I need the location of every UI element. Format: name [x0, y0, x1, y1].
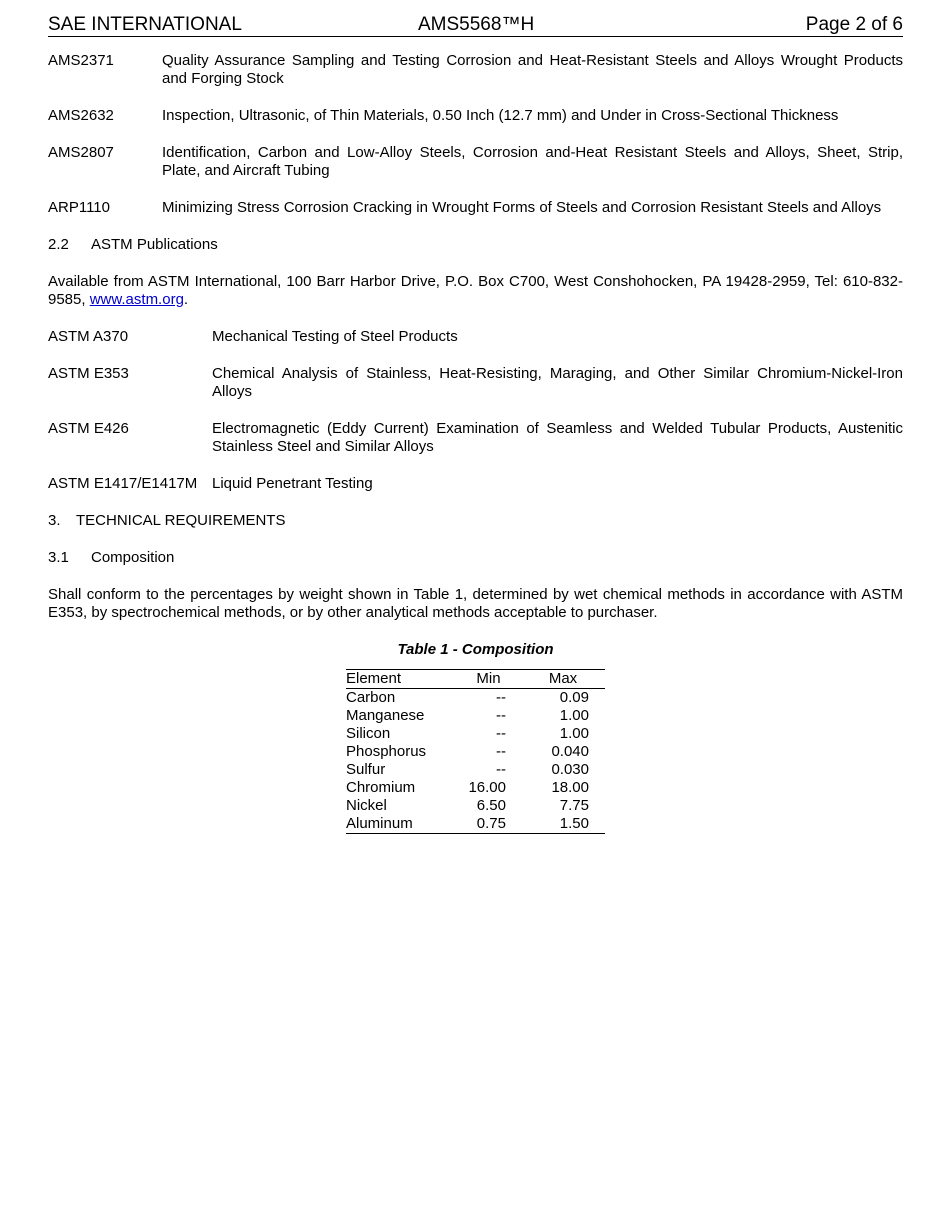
table-row: [346, 761, 605, 779]
cell-max: 1.00: [559, 707, 589, 724]
cell-max: 0.09: [559, 689, 589, 706]
cell-element: Nickel: [346, 797, 387, 814]
reference-title: Liquid Penetrant Testing: [212, 475, 373, 492]
cell-max: 18.00: [551, 779, 589, 796]
section-number: 3.: [48, 512, 61, 529]
section-number: 3.1: [48, 549, 69, 566]
document-page: [48, 14, 903, 834]
table-row: [346, 797, 605, 815]
reference-title: Quality Assurance Sampling and Testing Corrosion and Heat-Resistant Steels and Alloys Wrought Products and Forging Stock: [162, 52, 903, 87]
cell-min: 6.50: [476, 797, 506, 814]
reference-item: [48, 107, 903, 125]
section-number: 2.2: [48, 236, 69, 253]
reference-title: Chemical Analysis of Stainless, Heat-Resisting, Maraging, and Other Similar Chromium-Nickel-Iron Alloys: [212, 365, 903, 400]
reference-code: ASTM E353: [48, 365, 129, 382]
table-row: [346, 815, 605, 834]
reference-code: ASTM A370: [48, 328, 129, 345]
section-heading-3: [48, 512, 903, 530]
table-title: Table 1 - Composition: [397, 641, 554, 658]
astm-address-text: Available from ASTM International, 100 Barr Harbor Drive, P.O. Box C700, West Conshohocken, PA 19428-2959, Tel: 610-832-9585,: [48, 273, 903, 308]
reference-code: ASTM E1417/E1417M: [48, 475, 198, 492]
cell-max: 1.00: [559, 725, 589, 742]
reference-code: ARP1110: [48, 199, 110, 216]
cell-max: 0.040: [551, 743, 589, 760]
reference-item: [48, 365, 903, 401]
reference-code: AMS2371: [48, 52, 114, 69]
section-heading-3-1: [48, 549, 903, 567]
section-title: Composition: [91, 549, 175, 566]
cell-element: Silicon: [346, 725, 391, 742]
reference-code: AMS2632: [48, 107, 114, 124]
reference-item: [48, 144, 903, 180]
astm-website-link[interactable]: www.astm.org: [89, 291, 184, 308]
section-title: ASTM Publications: [91, 236, 218, 253]
reference-title: Inspection, Ultrasonic, of Thin Materials, 0.50 Inch (12.7 mm) and Under in Cross-Sectional Thickness: [162, 107, 839, 124]
cell-element: Manganese: [346, 707, 425, 724]
reference-code: ASTM E426: [48, 420, 129, 437]
table-row: [346, 707, 605, 725]
cell-min: --: [496, 743, 506, 760]
section-heading-2-2: [48, 236, 903, 254]
cell-min: --: [496, 689, 506, 706]
cell-element: Chromium: [346, 779, 416, 796]
reference-item: [48, 328, 903, 346]
cell-min: 16.00: [468, 779, 506, 796]
reference-title: Identification, Carbon and Low-Alloy Steels, Corrosion and-Heat Resistant Steels and Alloys, Sheet, Strip, Plate, and Aircraft Tubing: [162, 144, 903, 179]
column-header-min: Min: [476, 670, 501, 687]
reference-code: AMS2807: [48, 144, 114, 161]
composition-paragraph: Shall conform to the percentages by weight shown in Table 1, determined by wet chemical methods in accordance with ASTM E353, by spectrochemical methods, or by other analytical methods acceptable to purchaser.: [48, 586, 903, 621]
cell-max: 0.030: [551, 761, 589, 778]
table-row: [346, 725, 605, 743]
cell-min: --: [496, 725, 506, 742]
astm-availability-paragraph: [48, 273, 903, 309]
reference-title: Mechanical Testing of Steel Products: [212, 328, 458, 345]
cell-min: --: [496, 761, 506, 778]
cell-min: 0.75: [476, 815, 506, 832]
column-header-element: Element: [346, 670, 402, 687]
reference-item: [48, 199, 903, 217]
header-page-number: Page 2 of 6: [805, 14, 903, 35]
reference-item: [48, 475, 903, 493]
cell-element: Phosphorus: [346, 743, 427, 760]
composition-table: [346, 669, 605, 834]
section-title: TECHNICAL REQUIREMENTS: [76, 512, 286, 529]
table-row: [346, 779, 605, 797]
cell-element: Carbon: [346, 689, 396, 706]
reference-item: [48, 52, 903, 88]
cell-min: --: [496, 707, 506, 724]
table-row: [346, 743, 605, 761]
astm-address-end: .: [183, 291, 189, 308]
reference-title: Minimizing Stress Corrosion Cracking in Wrought Forms of Steels and Corrosion Resistant Steels and Alloys: [162, 199, 882, 216]
table-header-row: [346, 670, 605, 689]
reference-title: Electromagnetic (Eddy Current) Examination of Seamless and Welded Tubular Products, Austenitic Stainless Steel and Similar Alloys: [212, 420, 903, 455]
header-doc-number: AMS5568™H: [418, 14, 535, 35]
cell-element: Aluminum: [346, 815, 413, 832]
reference-item: [48, 420, 903, 456]
column-header-max: Max: [548, 670, 578, 687]
sae-reference-list: [48, 52, 903, 217]
cell-element: Sulfur: [346, 761, 386, 778]
page-header: [48, 14, 903, 37]
cell-max: 1.50: [559, 815, 589, 832]
astm-reference-list: [48, 328, 903, 493]
table-row: [346, 689, 605, 708]
cell-max: 7.75: [559, 797, 589, 814]
header-org: SAE INTERNATIONAL: [48, 14, 242, 35]
